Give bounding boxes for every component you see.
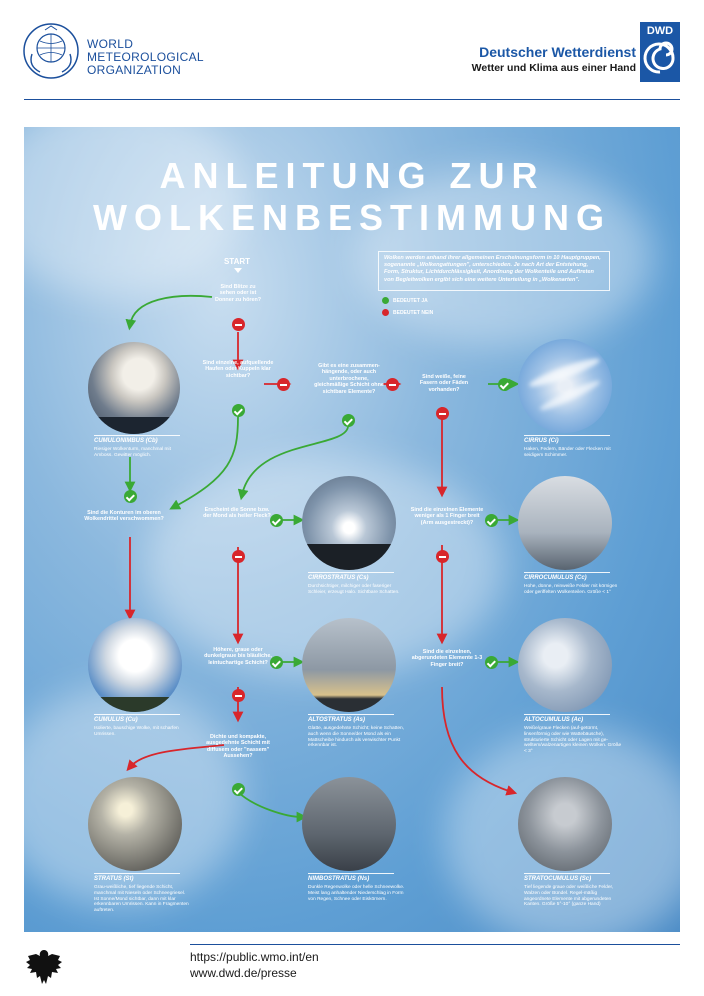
photo-stratocumulus <box>518 777 612 871</box>
yes-badge <box>124 490 137 503</box>
name-underline <box>524 873 610 874</box>
wmo-name-line: METEOROLOGICAL <box>87 50 204 64</box>
yes-badge <box>232 783 245 796</box>
dwd-subtitle: Wetter und Klima aus einer Hand <box>471 62 636 74</box>
name-underline <box>94 714 180 715</box>
cloud-poster <box>24 127 680 932</box>
cloud-desc-cirrostratus: Durchsichtiger, milchiger oder faseriger Schleier, erzeugt Halo. Sichtbare Schatten. <box>308 584 400 595</box>
photo-altostratus <box>302 618 396 712</box>
no-badge <box>386 378 399 391</box>
yes-badge <box>342 414 355 427</box>
cloud-desc-nimbostratus: Dunkle Regenwolke oder helle Schneewolke. Meist lang anhaltender Niederschlag in Form von Regen, Schnee oder Eiskörnern. <box>308 885 405 902</box>
header-divider <box>24 99 680 100</box>
cloud-desc-cumulus: Isolierte, bauschige Wolke, mit scharfen Umrissen. <box>94 726 179 737</box>
name-underline <box>308 572 394 573</box>
question-finger-wide: Sind die einzelnen, abgerundeten Elemente 1-3 Finger breit? <box>411 649 483 668</box>
horizon-shape <box>88 417 180 434</box>
yes-badge <box>232 404 245 417</box>
question-heaps: Sind einzelne, aufquellende Haufen oder Kuppeln klar sichtbar? <box>202 360 274 379</box>
cloud-name-cumulonimbus: CUMULONIMBUS (Cb) <box>94 438 158 444</box>
cloud-name-cirrus: CIRRUS (Ci) <box>524 438 559 444</box>
no-badge <box>436 550 449 563</box>
photo-altocumulus <box>518 618 612 712</box>
dwd-logo-text: DWD <box>646 25 674 37</box>
wmo-url-link[interactable]: https://public.wmo.int/en <box>190 950 319 964</box>
tree-silhouette <box>302 544 396 570</box>
cloud-desc-stratocumulus: Tief liegende graue oder weißliche Felder, Walzen oder Bündel. Regel-mäßig angeordnete Elemente mit abgerundeten Kanten. Größe 5°-10° (ganze Hand) <box>524 885 614 908</box>
question-layer: Gibt es eine zusammen-hängende, oder auch unterbrochene, gleichmäßige Schicht ohne sichtbare Elemente? <box>314 363 384 395</box>
dwd-logo <box>640 22 680 82</box>
photo-cirrocumulus <box>518 476 612 570</box>
question-lightning: Sind Blitze zu sehen oder ist Donner zu hören? <box>214 284 262 303</box>
page-header <box>0 0 704 100</box>
question-sun-spot: Erscheint die Sonne bzw. der Mond als heller Fleck? <box>203 507 271 520</box>
cloud-desc-altocumulus: Weiße/graue Flecken (auf-getürmt, linsenförmig oder wie Wattebäusche), strukturierte Schicht oder Lagen mit ge-welltem/walzenartigen kleinen Wolken. Größe < 3° <box>524 726 622 755</box>
cloud-desc-altostratus: Glatte, ausgedehnte Schicht; keine Schatten, auch wenn die Sonne/der Mond als ein Mattscheibe hindurch als verwischter Punkt erkennbar ist. <box>308 726 405 749</box>
cloud-desc-stratus: Grau-weißliche, tief liegende Schicht, manchmal mit Nieseln oder Schneegriesel. Ist Sonne/Mond sichtbar, dann mit klar erkennbaren Umrissen. Kann in Fragmenten auftreten. <box>94 885 189 914</box>
photo-cirrus <box>518 339 612 433</box>
cloud-name-altocumulus: ALTOCUMULUS (Ac) <box>524 717 584 723</box>
cloud-name-cirrocumulus: CIRROCUMULUS (Cc) <box>524 575 587 581</box>
cloud-name-nimbostratus: NIMBOSTRATUS (Ns) <box>308 876 370 882</box>
poster-title-line1: ANLEITUNG ZUR <box>159 155 545 196</box>
federal-eagle-icon <box>24 946 64 990</box>
cloud-name-stratus: STRATUS (St) <box>94 876 134 882</box>
name-underline <box>94 435 180 436</box>
question-contours: Sind die Konturen im oberen Wolkendrittel verschwommen? <box>84 510 164 523</box>
horizon-shape <box>88 697 182 712</box>
poster-title-line2: WOLKENBESTIMMUNG <box>93 197 611 238</box>
name-underline <box>524 714 610 715</box>
question-finger-narrow: Sind die einzelnen Elemente weniger als 1 Finger breit (Arm ausgestreckt)? <box>410 507 484 526</box>
name-underline <box>308 714 394 715</box>
photo-cirrostratus <box>302 476 396 570</box>
photo-cumulus <box>88 618 182 712</box>
cloud-desc-cumulonimbus: Riesiger Wolkenturm, manchmal mit Amboss. Gewitter möglich. <box>94 447 171 458</box>
dwd-spiral-icon <box>640 22 680 82</box>
wmo-name <box>87 38 204 77</box>
start-label: START <box>223 257 251 266</box>
photo-nimbostratus <box>302 777 396 871</box>
photo-cumulonimbus <box>88 342 180 434</box>
yes-badge <box>485 656 498 669</box>
wmo-name-line: ORGANIZATION <box>87 63 182 77</box>
cloud-name-cumulus: CUMULUS (Cu) <box>94 717 138 723</box>
cloud-desc-cirrus: Haken, Federn, Bänder oder Flecken mit seidigem Schimmer. <box>524 447 611 458</box>
no-badge <box>232 689 245 702</box>
question-dense-layer: Dichte und kompakte, ausgedehnte Schicht mit diffusem oder "nassem" Aussehen? <box>206 734 270 760</box>
no-badge <box>232 550 245 563</box>
footer-divider <box>190 944 680 945</box>
legend-no-label: BEDEUTET NEIN <box>393 309 434 316</box>
cloud-name-cirrostratus: CIRROSTRATUS (Cs) <box>308 575 369 581</box>
wmo-emblem-icon <box>22 22 80 80</box>
intro-box: Wolken werden anhand ihrer allgemeinen Erscheinungsform in 10 Hauptgruppen, sogenannte „Wolkengattungen", unterschieden. Je nach Art der Entstehung, Form, Struktur, Lichtdurchlässigkeit, Anordnung der Wolkenteile und Auftreten von Begleitwolken ergibt sich eine weitere Unterteilung in „Wolkenarten". <box>378 251 610 291</box>
yes-badge <box>498 378 511 391</box>
dwd-title: Deutscher Wetterdienst <box>479 44 636 60</box>
wmo-name-line: WORLD <box>87 37 134 51</box>
name-underline <box>524 572 610 573</box>
cloud-name-stratocumulus: STRATOCUMULUS (Sc) <box>524 876 592 882</box>
no-badge <box>277 378 290 391</box>
arrow-no <box>442 687 512 792</box>
no-badge <box>436 407 449 420</box>
name-underline <box>308 873 394 874</box>
question-grey-sheet: Höhere, graue oder dunkelgraue bis bläuliche, leintuchartige Schicht? <box>204 647 272 666</box>
yes-badge <box>485 514 498 527</box>
name-underline <box>524 435 610 436</box>
arrow-yes <box>238 792 302 817</box>
name-underline <box>94 873 180 874</box>
arrow-yes <box>174 417 238 507</box>
arrow-yes <box>130 296 212 325</box>
photo-credits <box>660 777 666 887</box>
cloud-desc-cirrocumulus: Hohe, dünne, reinweiße Felder mit körnigen oder geriffelten Wolkenteilen. Größe < 1° <box>524 584 618 595</box>
dwd-press-link[interactable]: www.dwd.de/presse <box>190 966 297 980</box>
question-fibres: Sind weiße, feine Fasern oder Fäden vorhanden? <box>419 374 469 393</box>
photo-stratus <box>88 777 182 871</box>
no-badge <box>232 318 245 331</box>
legend-yes-label: BEDEUTET JA <box>393 297 428 304</box>
cloud-name-altostratus: ALTOSTRATUS (As) <box>308 717 365 723</box>
